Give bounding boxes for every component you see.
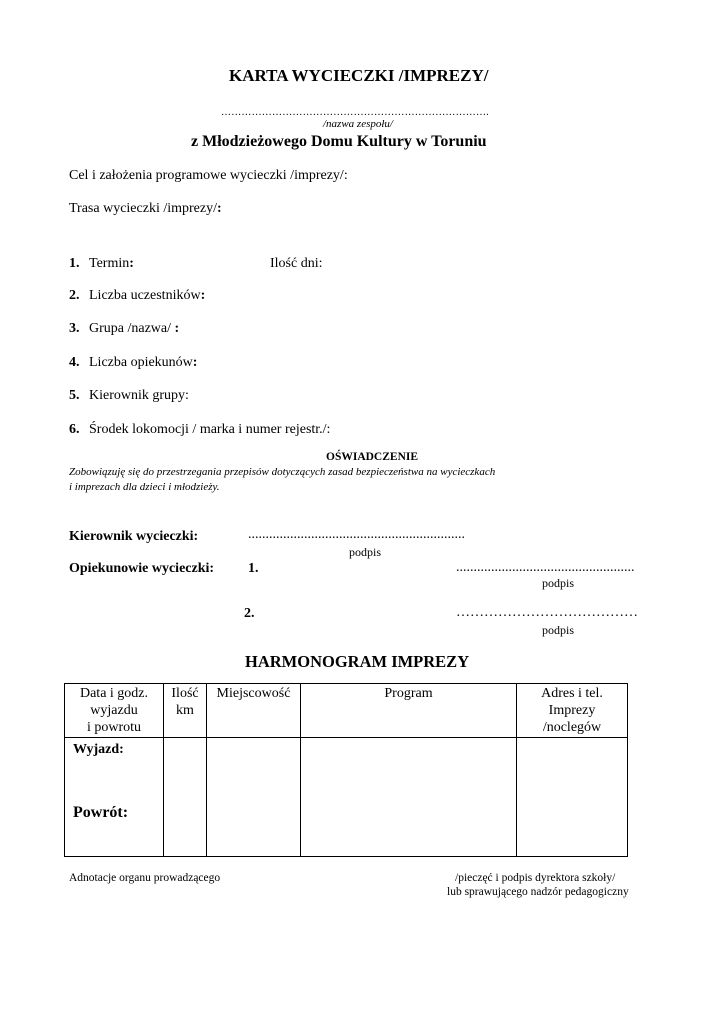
header-address — [517, 684, 628, 738]
item-number: 4. — [69, 355, 80, 370]
guardian-2-number: 2. — [244, 606, 255, 621]
item-group-leader — [69, 388, 189, 404]
guardians-label: Opiekunowie wycieczki: — [69, 561, 215, 576]
team-name-dots[interactable]: ……………………………………………………………………. — [221, 107, 489, 118]
item-group — [69, 321, 179, 337]
item-label: Termin — [89, 256, 130, 271]
item-label: Środek lokomocji / marka i numer rejestr./: — [89, 422, 331, 437]
item-guardians-count — [69, 355, 197, 371]
cell-place[interactable] — [207, 738, 301, 857]
guardian-1-number: 1. — [248, 561, 259, 576]
footer-annotations: Adnotacje organu prowadzącego — [69, 872, 221, 884]
declaration-title: OŚWIADCZENIE — [326, 451, 419, 463]
header-place — [207, 684, 301, 738]
days-count-label: Ilość dni: — [270, 256, 323, 271]
item-number: 3. — [69, 321, 80, 336]
cell-address[interactable] — [517, 738, 628, 857]
route-field-label — [69, 201, 222, 217]
cell-program[interactable] — [301, 738, 517, 857]
header-place-text: Miejscowość — [216, 686, 291, 701]
harmonogram-table — [64, 683, 628, 857]
guardian-1-signature-dots[interactable]: ................................................... — [456, 560, 635, 575]
item-label: Kierownik grupy: — [89, 388, 189, 403]
item-colon: : — [174, 321, 180, 336]
item-colon: : — [192, 355, 198, 370]
team-name-caption: /nazwa zespołu/ — [323, 118, 393, 130]
leader-label: Kierownik wycieczki: — [69, 529, 199, 544]
header-km-line: Ilość — [171, 686, 199, 701]
item-number: 1. — [69, 256, 80, 271]
page-subtitle: z Młodzieżowego Domu Kultury w Toruniu — [191, 133, 487, 150]
item-term — [69, 256, 134, 272]
header-km — [164, 684, 207, 738]
footer-stamp-line-1: /pieczęć i podpis dyrektora szkoły/ — [455, 872, 616, 884]
table-row — [65, 738, 628, 857]
item-label: Liczba uczestników — [89, 288, 201, 303]
header-address-line: Imprezy — [548, 703, 596, 718]
declaration-line-1: Zobowiązuję się do przestrzegania przepisów dotyczących zasad bezpieczeństwa na wycieczkach — [69, 466, 496, 478]
page-title: KARTA WYCIECZKI /IMPREZY/ — [229, 66, 489, 85]
cell-km[interactable] — [164, 738, 207, 857]
header-date-line: wyjazdu — [90, 703, 138, 718]
item-transport — [69, 422, 330, 438]
leader-signature-caption: podpis — [349, 545, 382, 559]
item-participants — [69, 288, 205, 304]
footer-stamp-line-2: lub sprawującego nadzór pedagogiczny — [447, 886, 629, 898]
header-date-line: i powrotu — [86, 720, 142, 735]
guardian-2-signature-dots[interactable]: ………………………………… — [456, 605, 638, 620]
header-date-line: Data i godz. — [79, 686, 149, 701]
header-program — [301, 684, 517, 738]
departure-label: Wyjazd: — [73, 742, 124, 757]
header-address-line: /noclegów — [542, 720, 602, 735]
header-address-line: Adres i tel. — [541, 686, 603, 701]
header-km-line: km — [176, 703, 194, 718]
harmonogram-title: HARMONOGRAM IMPREZY — [245, 652, 470, 671]
cell-date[interactable] — [65, 738, 164, 857]
item-label: Grupa /nazwa/ — [89, 321, 175, 336]
header-program-text: Program — [384, 686, 433, 701]
table-header-row — [65, 684, 628, 738]
header-date — [65, 684, 164, 738]
item-label: Liczba opiekunów — [89, 355, 193, 370]
route-colon: : — [217, 201, 222, 216]
guardian-1-signature-caption: podpis — [542, 576, 575, 590]
guardian-2-signature-caption: podpis — [542, 623, 575, 637]
item-number: 2. — [69, 288, 80, 303]
goals-field-label: Cel i założenia programowe wycieczki /imprezy/: — [69, 168, 348, 183]
item-number: 6. — [69, 422, 80, 437]
item-colon: : — [129, 256, 134, 271]
item-colon: : — [200, 288, 206, 303]
leader-signature-dots[interactable]: .............................................................. — [248, 527, 465, 542]
route-label: Trasa wycieczki /imprezy/ — [69, 201, 217, 216]
return-label: Powrót: — [73, 804, 129, 821]
item-number: 5. — [69, 388, 80, 403]
declaration-line-2: i imprezach dla dzieci i młodzieży. — [69, 481, 220, 493]
